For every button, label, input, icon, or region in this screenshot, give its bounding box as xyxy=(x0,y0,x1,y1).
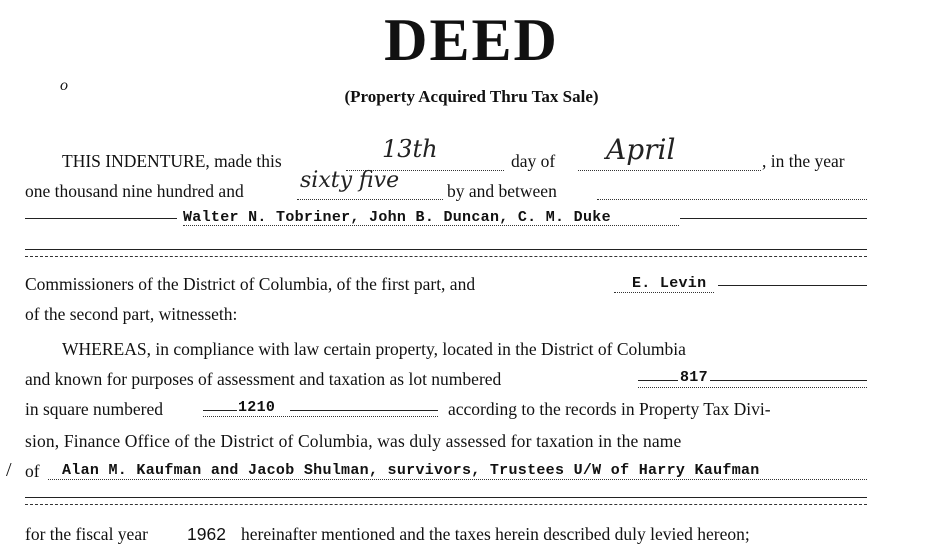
whereas-line-3b: according to the records in Property Tax Divi- xyxy=(448,399,771,419)
commissioners-blank xyxy=(183,225,679,226)
between-blank xyxy=(597,199,867,200)
square-leader-line xyxy=(203,410,237,411)
corner-mark: o xyxy=(60,77,68,94)
whereas-line-3a: in square numbered xyxy=(25,399,164,419)
owner-second-rule xyxy=(25,497,867,498)
square-trailing-line xyxy=(290,410,438,411)
owner-second-dotted-rule xyxy=(25,504,867,505)
owner-blank xyxy=(48,479,867,480)
day-value-handwritten: 13th xyxy=(382,135,438,163)
lot-blank xyxy=(638,387,867,388)
second-party-blank xyxy=(614,292,714,293)
year-value-handwritten: sixty five xyxy=(300,168,400,193)
month-blank xyxy=(578,170,761,171)
whereas-line-2: and known for purposes of assessment and taxation as lot numbered xyxy=(25,369,502,389)
square-number: 1210 xyxy=(238,399,276,416)
document-title: DEED xyxy=(384,7,559,73)
indenture-intro-text: THIS INDENTURE, made this xyxy=(62,151,282,171)
fiscal-year-label: for the fiscal year xyxy=(25,524,148,544)
year-prefix-text: one thousand nine hundred and xyxy=(25,181,244,201)
whereas-line-5-prefix: of xyxy=(25,461,40,481)
lot-number: 817 xyxy=(680,369,708,386)
whereas-line-1: WHEREAS, in compliance with law certain property, located in the District of Columbia xyxy=(62,339,686,359)
document-subtitle: (Property Acquired Thru Tax Sale) xyxy=(344,87,599,106)
day-of-text: day of xyxy=(511,151,556,171)
second-party-name: E. Levin xyxy=(632,275,707,292)
lot-leader-line xyxy=(638,380,678,381)
commissioners-names: Walter N. Tobriner, John B. Duncan, C. M. Duke xyxy=(183,209,611,226)
second-party-trailing-line xyxy=(718,285,867,286)
first-part-text: Commissioners of the District of Columbia, of the first part, and xyxy=(25,274,476,294)
whereas-line-4: sion, Finance Office of the District of Columbia, was duly assessed for taxation in the name xyxy=(25,431,682,451)
by-and-between-text: by and between xyxy=(447,181,557,201)
month-value-handwritten: April xyxy=(606,133,676,166)
year-clause-text: , in the year xyxy=(762,151,845,171)
lot-trailing-line xyxy=(710,380,867,381)
margin-check-mark: / xyxy=(6,459,12,481)
fiscal-year-clause: hereinafter mentioned and the taxes herein described duly levied hereon; xyxy=(241,524,750,544)
square-blank xyxy=(203,416,438,417)
blank-line-dotted-rule xyxy=(25,256,867,257)
commissioners-leader-line xyxy=(25,218,177,219)
commissioners-trailing-line xyxy=(680,218,867,219)
year-blank xyxy=(297,199,443,200)
blank-line-rule xyxy=(25,249,867,250)
second-part-text: of the second part, witnesseth: xyxy=(25,304,238,324)
assessed-owner-name: Alan M. Kaufman and Jacob Shulman, survivors, Trustees U/W of Harry Kaufman xyxy=(62,462,760,479)
fiscal-year-value: 1962 xyxy=(187,524,226,544)
